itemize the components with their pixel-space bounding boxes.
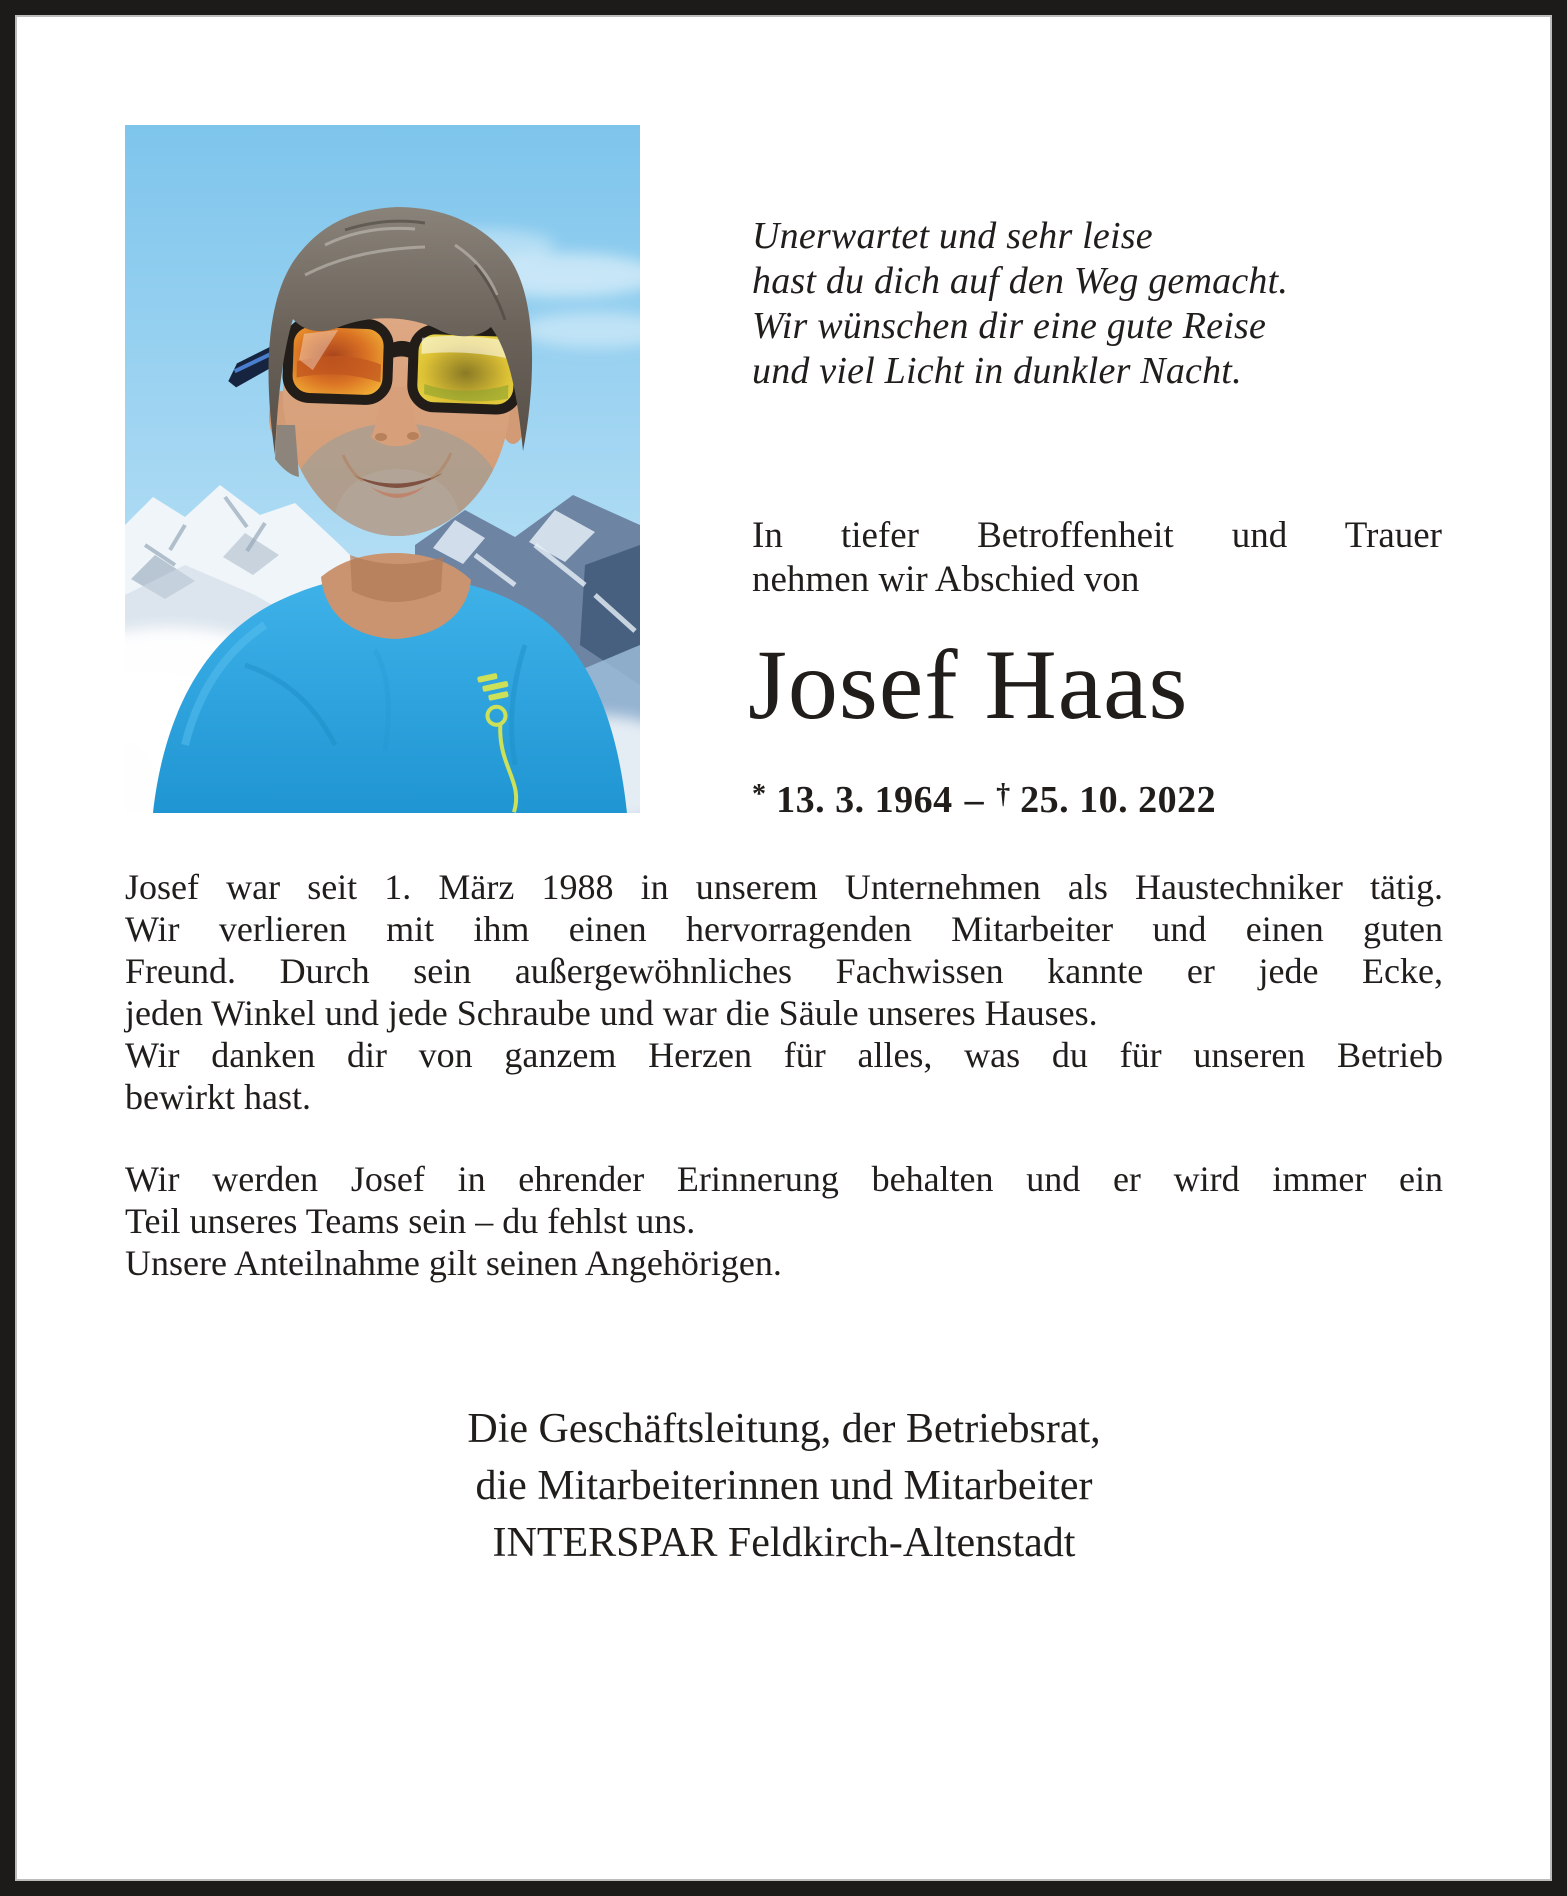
dates-separator: – bbox=[964, 778, 985, 821]
text-line: Unsere Anteilnahme gilt seinen Angehörigen. bbox=[125, 1243, 782, 1283]
text-line: Die Geschäftsleitung, der Betriebsrat, bbox=[467, 1406, 1101, 1452]
paragraph bbox=[125, 866, 1443, 1034]
paragraph bbox=[125, 1034, 1443, 1118]
paragraph bbox=[125, 1158, 1443, 1242]
death-date: 25. 10. 2022 bbox=[1020, 778, 1217, 821]
text-line: Wir danken dir von ganzem Herzen für alles, was du für unseren Betrieb bbox=[125, 1035, 1443, 1075]
text-line: Wir werden Josef in ehrender Erinnerung behalten und er wird immer ein bbox=[125, 1159, 1443, 1199]
text-line: Wir verlieren mit ihm einen hervorragenden Mitarbeiter und einen guten bbox=[125, 909, 1443, 949]
text-line: Josef war seit 1. März 1988 in unserem Unternehmen als Haustechniker tätig. bbox=[125, 867, 1443, 907]
text-line: Teil unseres Teams sein – du fehlst uns. bbox=[125, 1201, 696, 1241]
birth-date: 13. 3. 1964 bbox=[776, 778, 953, 821]
text-line: nehmen wir Abschied von bbox=[752, 559, 1140, 600]
memorial-photo bbox=[125, 125, 640, 813]
text-line: jeden Winkel und jede Schraube und war die Säule unseres Hauses. bbox=[125, 993, 1098, 1033]
text-line: In tiefer Betroffenheit und Trauer bbox=[752, 515, 1442, 556]
text-line: Wir wünschen dir eine gute Reise bbox=[752, 305, 1267, 347]
text-line: hast du dich auf den Weg gemacht. bbox=[752, 260, 1289, 302]
obituary-body bbox=[125, 866, 1443, 1284]
poem bbox=[752, 214, 1288, 394]
intro-text bbox=[752, 514, 1442, 602]
text-line: Unerwartet und sehr leise bbox=[752, 215, 1153, 257]
birth-symbol: * bbox=[752, 779, 767, 810]
text-line: bewirkt hast. bbox=[125, 1077, 311, 1117]
text-line: die Mitarbeiterinnen und Mitarbeiter bbox=[475, 1463, 1093, 1509]
paragraph bbox=[125, 1242, 1443, 1284]
text-line: INTERSPAR Feldkirch-Altenstadt bbox=[492, 1520, 1076, 1566]
closing-signature bbox=[125, 1401, 1443, 1572]
text-line: Freund. Durch sein außergewöhnliches Fachwissen kannte er jede Ecke, bbox=[125, 951, 1443, 991]
text-line: und viel Licht in dunkler Nacht. bbox=[752, 350, 1242, 392]
death-symbol: † bbox=[996, 779, 1011, 810]
deceased-name: Josef Haas bbox=[748, 629, 1189, 740]
life-dates bbox=[752, 772, 1216, 823]
